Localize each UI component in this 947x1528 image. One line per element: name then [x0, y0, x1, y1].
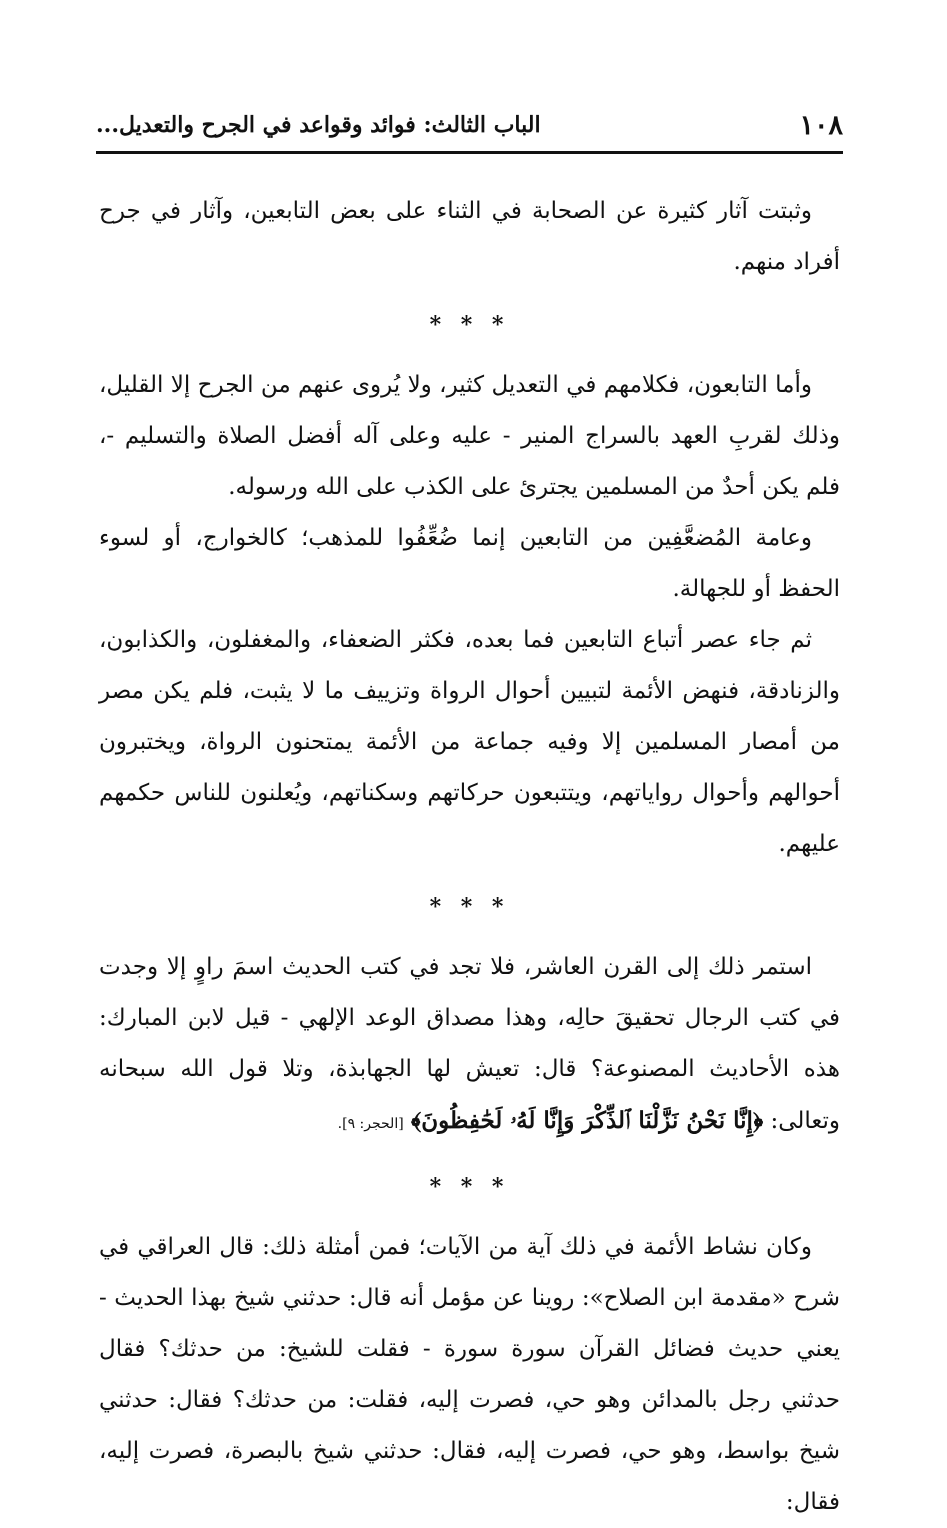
- paragraph-1: وثبتت آثار كثيرة عن الصحابة في الثناء على بعض التابعين، وآثار في جرح أفراد منهم.: [99, 198, 840, 275]
- paragraph-6: وكان نشاط الأئمة في ذلك آية من الآيات؛ فمن أمثلة ذلك: قال العراقي في شرح «مقدمة ابن الصلاح»: روينا عن مؤمل أنه قال: حدثني شيخ بهذا الحديث - يعني حديث فضائل القرآن سورة سورة - فقلت للشيخ: من حدثك؟ فقال حدثني رجل بالمدائن وهو حي، فصرت إليه، فقلت: من حدثك؟ فقال: حدثني شيخ بواسط، وهو حي، فصرت إليه، فقال: حدثني شيخ بالبصرة، فصرت إليه، فقال:: [99, 1234, 840, 1515]
- verse-citation: [الحجر: ٩].: [337, 1116, 404, 1132]
- paragraph-3: وعامة المُضعَّفِين من التابعين إنما ضُعِّفُوا للمذهب؛ كالخوارج، أو لسوء الحفظ أو للجهالة.: [99, 525, 840, 602]
- page-body: [99, 186, 840, 1528]
- paragraph-5: [99, 942, 840, 1150]
- chapter-title: الباب الثالث: فوائد وقواعد في الجرح والتعديل...: [96, 112, 541, 138]
- quran-verse: ﴿إِنَّا نَحْنُ نَزَّلْنَا ٱلذِّكْرَ وَإِنَّا لَهُۥ لَحَٰفِظُونَ﴾: [411, 1107, 764, 1134]
- paragraph-5-text: استمر ذلك إلى القرن العاشر، فلا تجد في كتب الحديث اسمَ راوٍ إلا وجدت في كتب الرجال تحقيقَ حالِه، وهذا مصداق الوعد الإلهي - قيل لابن المبارك: هذه الأحاديث المصنوعة؟ قال: تعيش لها الجهابذة، وتلا قول الله سبحانه وتعالى:: [99, 954, 840, 1134]
- section-separator-2: * * *: [429, 894, 510, 920]
- section-separator-3: * * *: [429, 1174, 510, 1200]
- section-separator-1: * * *: [429, 312, 510, 338]
- running-header: [96, 108, 843, 148]
- page-number: ١٠٨: [799, 110, 843, 141]
- paragraph-4: ثم جاء عصر أتباع التابعين فما بعده، فكثر الضعفاء، والمغفلون، والكذابون، والزنادقة، فنهض الأئمة لتبيين أحوال الرواة وتزييف ما لا يثبت، فلم يكن مصر من أمصار المسلمين إلا وفيه جماعة من الأئمة يمتحنون الرواة، ويختبرون أحوالهم وأحوال رواياتهم، ويتتبعون حركاتهم وسكناتهم، ويُعلنون للناس حكمهم عليهم.: [99, 627, 840, 857]
- header-rule: [96, 151, 843, 154]
- paragraph-2: وأما التابعون، فكلامهم في التعديل كثير، ولا يُروى عنهم من الجرح إلا القليل، وذلك لقربِ العهد بالسراج المنير - عليه وعلى آله أفضل الصلاة والتسليم -، فلم يكن أحدٌ من المسلمين يجترئ على الكذب على الله ورسوله.: [99, 372, 840, 500]
